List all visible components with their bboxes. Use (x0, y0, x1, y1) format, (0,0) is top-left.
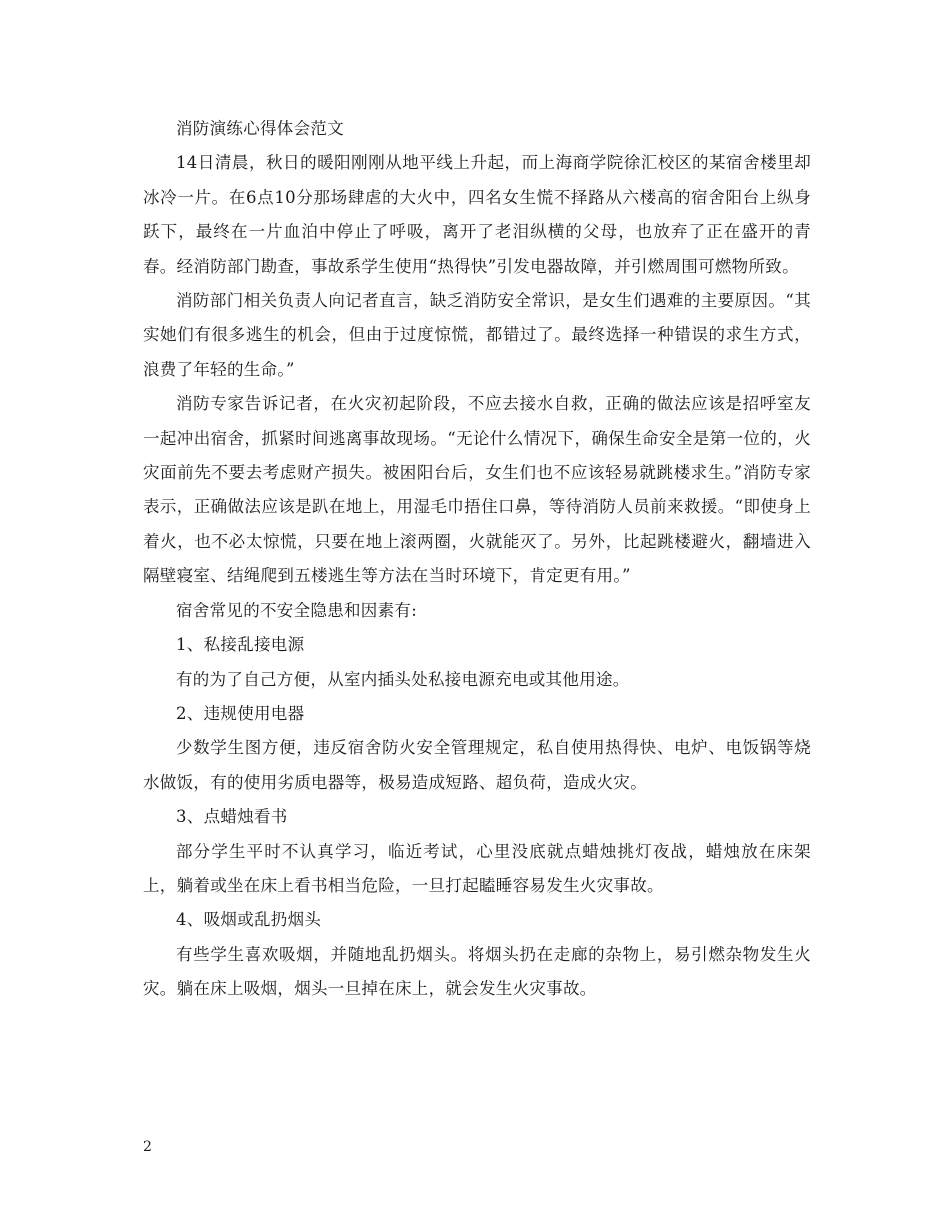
document-title: 消防演练心得体会范文 (176, 119, 344, 138)
list-heading: 3、点蜡烛看书 (176, 807, 288, 827)
section-intro: 宿舍常见的不安全隐患和因素有: (176, 600, 418, 620)
list-heading: 2、违规使用电器 (176, 703, 305, 723)
paragraph: 消防部门相关负责人向记者直言，缺乏消防安全常识，是女生们遇难的主要原因。“其实她们有很多逃生的机会，但由于过度惊慌，都错过了。最终选择一种错误的求生方式，浪费了年轻的生命。” (143, 291, 811, 379)
paragraph: 部分学生平时不认真学习，临近考试，心里没底就点蜡烛挑灯夜战，蜡烛放在床架上，躺着或坐在床上看书相当危险，一旦打起瞌睡容易发生火灾事故。 (143, 841, 811, 895)
list-heading: 4、吸烟或乱扔烟头 (176, 910, 322, 930)
page-number: 2 (143, 1139, 152, 1155)
paragraph: 有的为了自己方便，从室内插头处私接电源充电或其他用途。 (176, 669, 630, 689)
paragraph: 14日清晨，秋日的暖阳刚刚从地平线上升起，而上海商学院徐汇校区的某宿舍楼里却冰冷一片。在6点10分那场肆虐的大火中，四名女生慌不择路从六楼高的宿舍阳台上纵身跃下，最终在一片血泊中停止了呼吸，离开了老泪纵横的父母，也放弃了正在盛开的青春。经消防部门勘查，事故系学生使用“热得快”引发电器故障，并引燃周围可燃物所致。 (143, 153, 811, 276)
paragraph: 少数学生图方便，违反宿舍防火安全管理规定，私自使用热得快、电炉、电饭锅等烧水做饭，有的使用劣质电器等，极易造成短路、超负荷，造成火灾。 (143, 738, 811, 792)
paragraph: 消防专家告诉记者，在火灾初起阶段，不应去接水自救，正确的做法应该是招呼室友一起冲出宿舍，抓紧时间逃离事故现场。“无论什么情况下，确保生命安全是第一位的，火灾面前先不要去考虑财产损失。被困阳台后，女生们也不应该轻易就跳楼求生。”消防专家表示，正确做法应该是趴在地上，用湿毛巾捂住口鼻，等待消防人员前来救援。“即使身上着火，也不必太惊慌，只要在地上滚两圈，火就能灭了。另外，比起跳楼避火，翻墙进入隔壁寝室、结绳爬到五楼逃生等方法在当时环境下，肯定更有用。” (143, 394, 811, 586)
paragraph: 有些学生喜欢吸烟，并随地乱扔烟头。将烟头扔在走廊的杂物上，易引燃杂物发生火灾。躺在床上吸烟，烟头一旦掉在床上，就会发生火灾事故。 (143, 944, 811, 999)
document-body (143, 112, 811, 1007)
list-heading: 1、私接乱接电源 (176, 635, 305, 655)
